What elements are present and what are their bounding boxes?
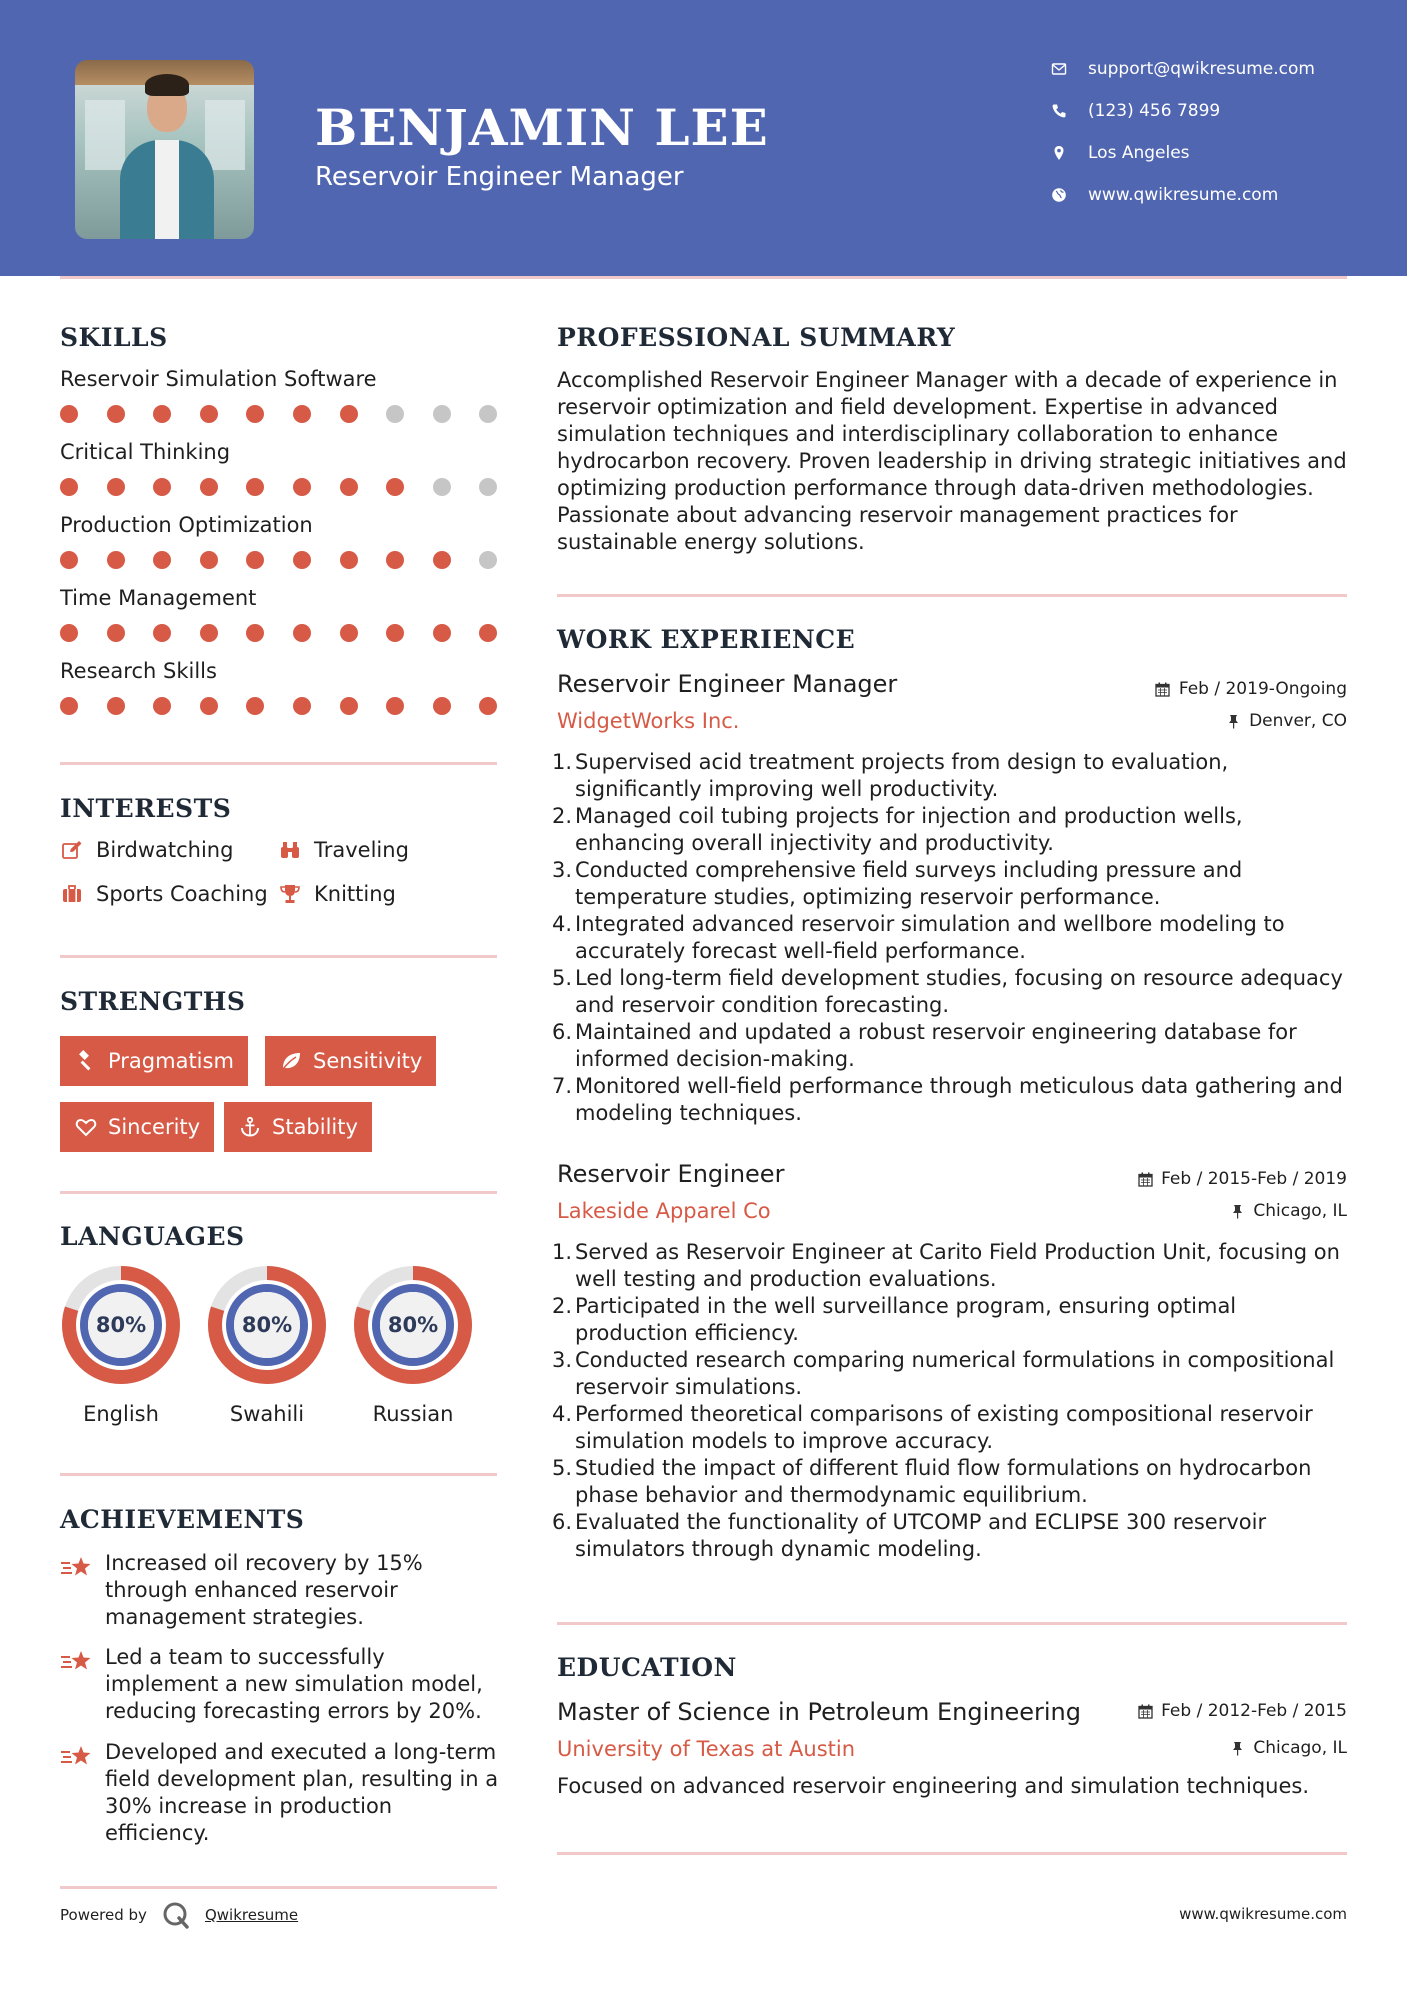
strength-tag bbox=[60, 1036, 248, 1086]
job-bullet bbox=[552, 803, 1347, 857]
job-location-text: Chicago, IL bbox=[1253, 1201, 1347, 1221]
rating-dot-filled bbox=[246, 697, 264, 715]
language-percent: 80% bbox=[95, 1313, 147, 1337]
degree-title: Master of Science in Petroleum Engineering bbox=[557, 1698, 1081, 1726]
bullet-number: 7. bbox=[552, 1074, 573, 1098]
rating-dot-filled bbox=[386, 478, 404, 496]
job-location bbox=[1225, 711, 1347, 731]
calendar-icon bbox=[1137, 1171, 1153, 1187]
summary-text: Accomplished Reservoir Engineer Manager with a decade of experience in reservoir optimization and field development. Expertise in advanced simulation techniques and interdisciplinary collaboration to enhance hydrocarbon recovery. Proven leadership in driving strategic initiatives and optimizing production performance through data-driven methodologies. Passionate about advancing reservoir management practices for sustainable energy solutions. bbox=[557, 368, 1347, 554]
rating-dot-filled bbox=[293, 697, 311, 715]
achievements-title: ACHIEVEMENTS bbox=[60, 1505, 305, 1534]
interest-label: Sports Coaching bbox=[96, 882, 268, 906]
section-divider bbox=[60, 1886, 497, 1889]
contact-phone[interactable] bbox=[1050, 96, 1370, 126]
skills-title: SKILLS bbox=[60, 323, 168, 352]
job-bullet bbox=[552, 1239, 1347, 1293]
contact-website[interactable] bbox=[1050, 180, 1370, 210]
job-title: Reservoir Engineer Manager bbox=[557, 670, 898, 698]
phone-icon bbox=[1050, 102, 1068, 120]
bullet-text: Studied the impact of different fluid flow formulations on hydrocarbon phase behavior and thermodynamic equilibrium. bbox=[575, 1456, 1312, 1507]
rating-dot-empty bbox=[433, 405, 451, 423]
interest-item bbox=[278, 882, 396, 906]
rating-dot-filled bbox=[246, 551, 264, 569]
heart-icon bbox=[74, 1115, 98, 1139]
bullet-text: Monitored well-field performance through meticulous data gathering and modeling techniques. bbox=[575, 1074, 1343, 1125]
rating-dot-filled bbox=[246, 624, 264, 642]
bullet-text: Managed coil tubing projects for injection and production wells, enhancing overall injectivity and productivity. bbox=[575, 804, 1243, 855]
rating-dot-filled bbox=[293, 405, 311, 423]
bullet-text: Evaluated the functionality of UTCOMP and ECLIPSE 300 reservoir simulators through dynamic modeling. bbox=[575, 1510, 1267, 1561]
rating-dot-filled bbox=[107, 697, 125, 715]
skill-name: Time Management bbox=[60, 586, 257, 610]
binoculars-icon bbox=[278, 838, 302, 862]
rating-dot-filled bbox=[60, 624, 78, 642]
rating-dot-filled bbox=[200, 551, 218, 569]
leaf-icon bbox=[279, 1049, 303, 1073]
rating-dot-filled bbox=[340, 551, 358, 569]
bullet-number: 1. bbox=[552, 1240, 573, 1264]
skill-rating bbox=[60, 551, 500, 571]
achievement-item bbox=[60, 1550, 500, 1631]
bullet-number: 4. bbox=[552, 1402, 573, 1426]
strength-tag bbox=[265, 1036, 436, 1086]
strength-tag bbox=[224, 1102, 372, 1152]
strength-label: Stability bbox=[272, 1115, 358, 1139]
skill-name: Production Optimization bbox=[60, 513, 313, 537]
rating-dot-filled bbox=[107, 405, 125, 423]
rating-dot-filled bbox=[60, 697, 78, 715]
skill-name: Reservoir Simulation Software bbox=[60, 367, 377, 391]
rating-dot-filled bbox=[200, 405, 218, 423]
education-location-text: Chicago, IL bbox=[1253, 1738, 1347, 1758]
skill-name: Research Skills bbox=[60, 659, 217, 683]
rating-dot-empty bbox=[386, 405, 404, 423]
interest-label: Birdwatching bbox=[96, 838, 234, 862]
profile-photo bbox=[75, 60, 254, 239]
bullet-number: 2. bbox=[552, 804, 573, 828]
strength-label: Pragmatism bbox=[108, 1049, 234, 1073]
job-location-text: Denver, CO bbox=[1249, 711, 1347, 731]
section-divider bbox=[557, 594, 1347, 597]
rating-dot-filled bbox=[433, 624, 451, 642]
bullet-number: 3. bbox=[552, 1348, 573, 1372]
contact-phone-text: (123) 456 7899 bbox=[1088, 101, 1221, 121]
bullet-number: 5. bbox=[552, 1456, 573, 1480]
skill-name: Critical Thinking bbox=[60, 440, 231, 464]
shooting-star-icon bbox=[60, 1743, 94, 1771]
job-bullet bbox=[552, 911, 1347, 965]
anchor-icon bbox=[238, 1115, 262, 1139]
rating-dot-empty bbox=[433, 478, 451, 496]
experience-title: WORK EXPERIENCE bbox=[557, 625, 856, 654]
contact-location bbox=[1050, 138, 1370, 168]
pushpin-icon bbox=[1229, 1740, 1245, 1756]
interests-title: INTERESTS bbox=[60, 794, 232, 823]
rating-dot-filled bbox=[293, 551, 311, 569]
strength-tag bbox=[60, 1102, 214, 1152]
skill-rating bbox=[60, 697, 500, 717]
job-bullet bbox=[552, 1073, 1347, 1127]
bullet-number: 1. bbox=[552, 750, 573, 774]
rating-dot-filled bbox=[340, 624, 358, 642]
bullet-text: Participated in the well surveillance program, ensuring optimal production efficiency. bbox=[575, 1294, 1237, 1345]
calendar-icon bbox=[1155, 681, 1171, 697]
language-name: Russian bbox=[372, 1402, 454, 1426]
pencil-square-icon bbox=[60, 838, 84, 862]
language-donut bbox=[206, 1264, 328, 1386]
interest-label: Traveling bbox=[314, 838, 409, 862]
contact-location-text: Los Angeles bbox=[1088, 143, 1190, 163]
bullet-number: 6. bbox=[552, 1510, 573, 1534]
interest-label: Knitting bbox=[314, 882, 396, 906]
skill-rating bbox=[60, 478, 500, 498]
section-divider bbox=[60, 762, 497, 765]
rating-dot-filled bbox=[200, 697, 218, 715]
company-name: WidgetWorks Inc. bbox=[557, 709, 740, 733]
company-name: Lakeside Apparel Co bbox=[557, 1199, 771, 1223]
rating-dot-filled bbox=[246, 405, 264, 423]
achievement-item bbox=[60, 1644, 500, 1725]
rating-dot-filled bbox=[386, 624, 404, 642]
rating-dot-filled bbox=[340, 405, 358, 423]
job-bullets bbox=[552, 1239, 1347, 1563]
bullet-text: Integrated advanced reservoir simulation and wellbore modeling to accurately forecast well-field performance. bbox=[575, 912, 1285, 963]
rating-dot-filled bbox=[200, 478, 218, 496]
language-name: English bbox=[83, 1402, 159, 1426]
rating-dot-filled bbox=[153, 478, 171, 496]
footer-powered-by bbox=[60, 1900, 298, 1930]
rating-dot-filled bbox=[60, 405, 78, 423]
rating-dot-filled bbox=[107, 624, 125, 642]
rating-dot-filled bbox=[246, 478, 264, 496]
job-title: Reservoir Engineer bbox=[557, 1160, 785, 1188]
job-dates-text: Feb / 2015-Feb / 2019 bbox=[1161, 1169, 1347, 1189]
achievement-text: Developed and executed a long-term field development plan, resulting in a 30% increase in production efficiency. bbox=[105, 1740, 499, 1845]
contact-website-text: www.qwikresume.com bbox=[1088, 185, 1279, 205]
rating-dot-filled bbox=[200, 624, 218, 642]
skill-rating bbox=[60, 624, 500, 644]
shooting-star-icon bbox=[60, 1554, 94, 1582]
contact-email-text: support@qwikresume.com bbox=[1088, 59, 1315, 79]
languages-title: LANGUAGES bbox=[60, 1222, 245, 1251]
bullet-text: Maintained and updated a robust reservoir engineering database for informed decision-making. bbox=[575, 1020, 1297, 1071]
rating-dot-filled bbox=[433, 551, 451, 569]
job-bullet bbox=[552, 1455, 1347, 1509]
header-banner bbox=[0, 0, 1407, 276]
job-bullet bbox=[552, 1509, 1347, 1563]
education-dates-text: Feb / 2012-Feb / 2015 bbox=[1161, 1701, 1347, 1721]
job-bullet bbox=[552, 749, 1347, 803]
section-divider bbox=[60, 955, 497, 958]
bullet-text: Performed theoretical comparisons of existing compositional reservoir simulation models to improve accuracy. bbox=[575, 1402, 1313, 1453]
rating-dot-filled bbox=[479, 624, 497, 642]
rating-dot-filled bbox=[386, 551, 404, 569]
strength-label: Sensitivity bbox=[313, 1049, 423, 1073]
summary-title: PROFESSIONAL SUMMARY bbox=[557, 323, 956, 352]
section-divider bbox=[60, 1473, 497, 1476]
job-location bbox=[1229, 1201, 1347, 1221]
bullet-number: 4. bbox=[552, 912, 573, 936]
trophy-icon bbox=[278, 882, 302, 906]
rating-dot-empty bbox=[479, 551, 497, 569]
school-name: University of Texas at Austin bbox=[557, 1737, 856, 1761]
job-bullet bbox=[552, 1401, 1347, 1455]
powered-by-text: Powered by bbox=[60, 1906, 147, 1924]
bullet-number: 6. bbox=[552, 1020, 573, 1044]
envelope-icon bbox=[1050, 60, 1068, 78]
interest-item bbox=[60, 882, 268, 906]
bullet-text: Served as Reservoir Engineer at Carito Field Production Unit, focusing on well testing and production evaluations. bbox=[575, 1240, 1340, 1291]
location-pin-icon bbox=[1050, 144, 1068, 162]
interest-item bbox=[60, 838, 233, 862]
rating-dot-filled bbox=[340, 478, 358, 496]
bullet-text: Led long-term field development studies, focusing on resource adequacy and reservoir condition forecasting. bbox=[575, 966, 1343, 1017]
rating-dot-filled bbox=[340, 697, 358, 715]
strength-label: Sincerity bbox=[108, 1115, 201, 1139]
language-percent: 80% bbox=[241, 1313, 293, 1337]
job-dates bbox=[1137, 1169, 1347, 1189]
job-bullet bbox=[552, 1347, 1347, 1401]
achievement-text: Increased oil recovery by 15% through enhanced reservoir management strategies. bbox=[105, 1551, 423, 1629]
section-divider bbox=[557, 1622, 1347, 1625]
footer-website[interactable]: www.qwikresume.com bbox=[1179, 1905, 1347, 1923]
header-divider bbox=[60, 276, 1347, 279]
rating-dot-empty bbox=[479, 405, 497, 423]
calendar-icon bbox=[1137, 1703, 1153, 1719]
rating-dot-filled bbox=[153, 624, 171, 642]
bullet-text: Conducted research comparing numerical formulations in compositional reservoir simulations. bbox=[575, 1348, 1335, 1399]
job-bullet bbox=[552, 1293, 1347, 1347]
globe-icon bbox=[1050, 186, 1068, 204]
language-donut bbox=[352, 1264, 474, 1386]
interest-item bbox=[278, 838, 409, 862]
pushpin-icon bbox=[1229, 1203, 1245, 1219]
shooting-star-icon bbox=[60, 1648, 94, 1676]
job-bullet bbox=[552, 965, 1347, 1019]
bullet-number: 5. bbox=[552, 966, 573, 990]
contact-email[interactable] bbox=[1050, 54, 1370, 84]
job-bullets bbox=[552, 749, 1347, 1127]
bullet-text: Conducted comprehensive field surveys including pressure and temperature studies, optimizing reservoir performance. bbox=[575, 858, 1243, 909]
rating-dot-filled bbox=[60, 478, 78, 496]
candidate-name: BENJAMIN LEE bbox=[315, 98, 769, 157]
qwikresume-logo-icon bbox=[161, 1900, 191, 1930]
education-title: EDUCATION bbox=[557, 1653, 737, 1682]
rating-dot-empty bbox=[479, 478, 497, 496]
achievement-item bbox=[60, 1739, 500, 1847]
education-dates bbox=[1137, 1701, 1347, 1721]
rating-dot-filled bbox=[433, 697, 451, 715]
rating-dot-filled bbox=[293, 624, 311, 642]
qwikresume-link[interactable]: Qwikresume bbox=[204, 1906, 299, 1924]
rating-dot-filled bbox=[386, 697, 404, 715]
achievement-text: Led a team to successfully implement a new simulation model, reducing forecasting errors by 20%. bbox=[105, 1645, 483, 1723]
language-donut bbox=[60, 1264, 182, 1386]
bullet-number: 3. bbox=[552, 858, 573, 882]
pushpin-icon bbox=[1225, 713, 1241, 729]
section-divider bbox=[557, 1852, 1347, 1855]
education-description: Focused on advanced reservoir engineering and simulation techniques. bbox=[557, 1774, 1310, 1798]
briefcase-icon bbox=[60, 882, 84, 906]
gavel-icon bbox=[74, 1049, 98, 1073]
language-name: Swahili bbox=[229, 1402, 305, 1426]
rating-dot-filled bbox=[107, 478, 125, 496]
strengths-title: STRENGTHS bbox=[60, 987, 246, 1016]
language-percent: 80% bbox=[387, 1313, 439, 1337]
section-divider bbox=[60, 1191, 497, 1194]
rating-dot-filled bbox=[153, 551, 171, 569]
rating-dot-filled bbox=[107, 551, 125, 569]
rating-dot-filled bbox=[60, 551, 78, 569]
job-dates-text: Feb / 2019-Ongoing bbox=[1178, 679, 1347, 699]
rating-dot-filled bbox=[153, 697, 171, 715]
education-location bbox=[1229, 1738, 1347, 1758]
candidate-role: Reservoir Engineer Manager bbox=[315, 162, 684, 192]
skill-rating bbox=[60, 405, 500, 425]
job-dates bbox=[1155, 679, 1347, 699]
bullet-number: 2. bbox=[552, 1294, 573, 1318]
bullet-text: Supervised acid treatment projects from design to evaluation, significantly improving well productivity. bbox=[575, 750, 1229, 801]
rating-dot-filled bbox=[293, 478, 311, 496]
job-bullet bbox=[552, 857, 1347, 911]
rating-dot-filled bbox=[479, 697, 497, 715]
rating-dot-filled bbox=[153, 405, 171, 423]
job-bullet bbox=[552, 1019, 1347, 1073]
